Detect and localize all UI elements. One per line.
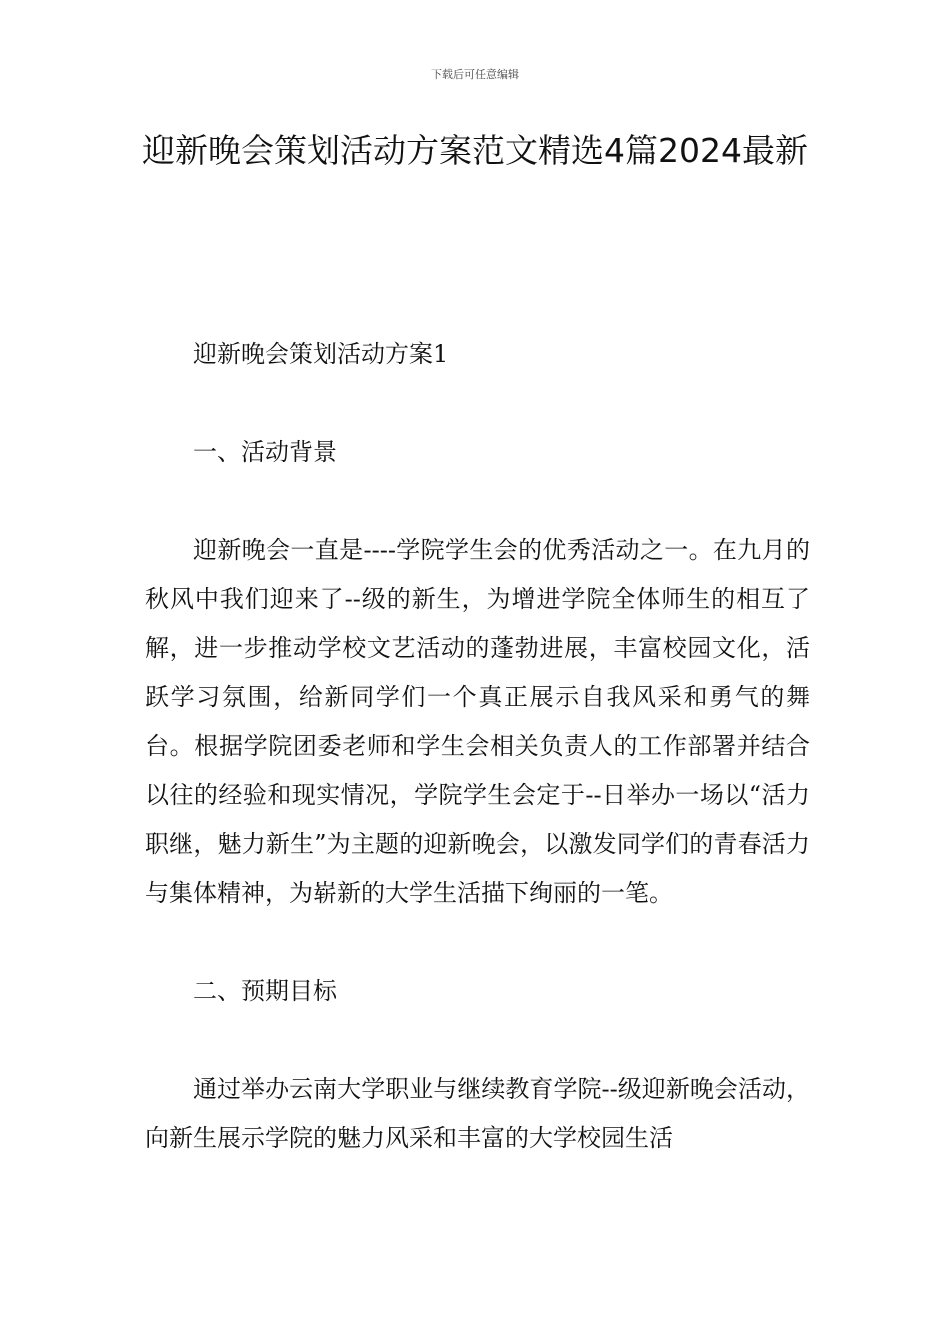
plan-subtitle: 迎新晚会策划活动方案1 [193,340,449,368]
section-paragraph-background: 迎新晚会一直是----学院学生会的优秀活动之一。在九月的秋风中我们迎来了--级的新生，为增进学院全体师生的相互了解，进一步推动学校文艺活动的蓬勃进展，丰富校园文化，活跃学习氛围，给新同学们一个真正展示自我风采和勇气的舞台。根据学院团委老师和学生会相关负责人的工作部署并结合以往的经验和现实情况，学院学生会定于--日举办一场以“活力职继，魅力新生”为主题的迎新晚会，以激发同学们的青春活力与集体精神，为崭新的大学生活描下绚丽的一笔。 [145,536,810,907]
document-title: 迎新晚会策划活动方案范文精选4篇2024最新 [142,131,808,170]
section-heading-goals: 二、预期目标 [193,977,337,1005]
section-heading-background: 一、活动背景 [193,438,337,466]
header-note: 下载后可任意编辑 [431,68,519,81]
section-paragraph-goals: 通过举办云南大学职业与继续教育学院--级迎新晚会活动，向新生展示学院的魅力风采和丰富的大学校园生活 [145,1075,810,1152]
document-body [145,330,810,1212]
